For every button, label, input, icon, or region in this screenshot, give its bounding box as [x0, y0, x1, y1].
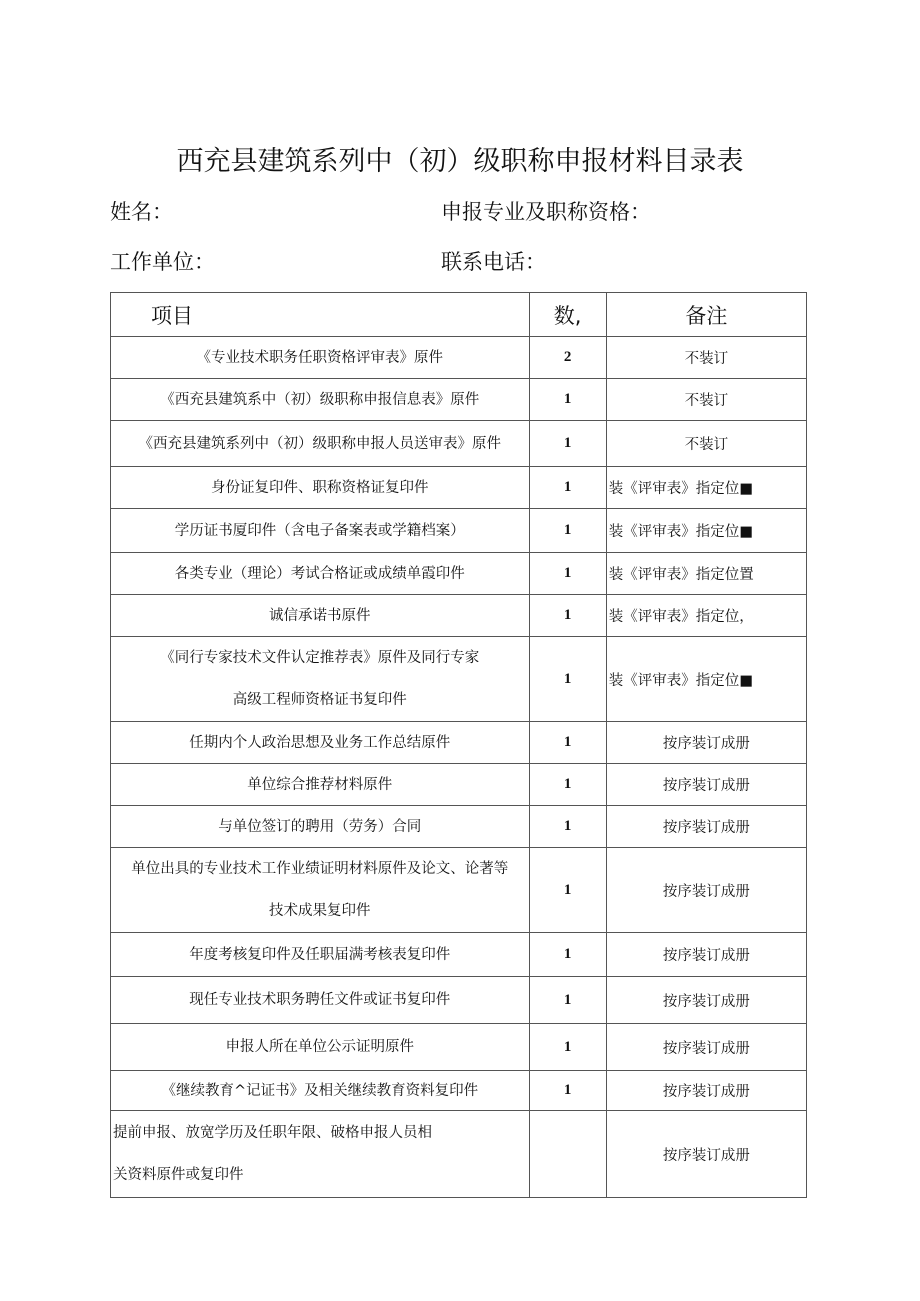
table-row: [111, 553, 807, 595]
remarks-cell: 按序装订成册: [606, 933, 806, 977]
remarks-cell: 按序装订成册: [606, 764, 806, 806]
quantity-cell: [529, 1111, 606, 1198]
remarks-cell: 按序装订成册: [606, 977, 806, 1024]
item-cell: [111, 1024, 530, 1071]
item-text: 各类专业（理论）考试合格证或成绩单霞印件: [174, 565, 465, 582]
quantity-cell: 1: [529, 848, 606, 933]
table-header-row: [111, 293, 807, 337]
quantity-cell: 1: [529, 977, 606, 1024]
remarks-cell: 按序装订成册: [606, 848, 806, 933]
materials-table: [110, 292, 807, 1198]
remarks-cell: 装《评审表》指定位■: [606, 509, 806, 553]
table-row: [111, 595, 807, 637]
item-text: 年度考核复印件及任职届满考核表复印件: [189, 946, 451, 963]
remarks-cell: 按序装订成册: [606, 806, 806, 848]
table-row: [111, 933, 807, 977]
remarks-cell: 装《评审表》指定位，: [606, 595, 806, 637]
item-cell: [111, 337, 530, 379]
item-cell: [111, 421, 530, 467]
item-cell: [111, 848, 530, 933]
table-row: [111, 509, 807, 553]
table-row: [111, 764, 807, 806]
remarks-cell: 不装订: [606, 379, 806, 421]
header-item: 项目: [111, 293, 530, 337]
table-row: [111, 1111, 807, 1198]
item-cell: [111, 933, 530, 977]
table-row: [111, 467, 807, 509]
item-cell: [111, 806, 530, 848]
item-text: 《专业技术职务任职资格评审表》原件: [196, 349, 444, 366]
item-text: 诚信承诺书原件: [269, 607, 371, 624]
quantity-cell: 1: [529, 595, 606, 637]
header-remarks: 备注: [606, 293, 806, 337]
item-cell: [111, 1071, 530, 1111]
remarks-cell: 按序装订成册: [606, 1024, 806, 1071]
header-quantity: 数,: [529, 293, 606, 337]
table-row: [111, 1071, 807, 1111]
quantity-cell: 1: [529, 806, 606, 848]
item-text: 学历证书厦印件（含电子备案表或学籍档案）: [174, 522, 465, 539]
major-qualification-label: 申报专业及职称资格：: [441, 200, 651, 224]
remarks-cell: 不装订: [606, 337, 806, 379]
item-text: 单位出具的专业技术工作业绩证明材料原件及论文、论著等: [131, 861, 509, 877]
item-text: 申报人所在单位公示证明原件: [225, 1039, 415, 1055]
quantity-cell: 1: [529, 467, 606, 509]
name-label: 姓名：: [110, 200, 173, 224]
quantity-cell: 1: [529, 933, 606, 977]
quantity-cell: 1: [529, 379, 606, 421]
quantity-cell: 1: [529, 1024, 606, 1071]
item-cell: [111, 467, 530, 509]
item-cell: [111, 977, 530, 1024]
item-cell: [111, 1111, 530, 1198]
item-cell: [111, 553, 530, 595]
item-cell: [111, 595, 530, 637]
quantity-cell: 1: [529, 637, 606, 722]
quantity-cell: 2: [529, 337, 606, 379]
table-row: [111, 379, 807, 421]
page-title: 西充县建筑系列中（初）级职称申报材料目录表: [176, 146, 744, 177]
remarks-cell: 不装订: [606, 421, 806, 467]
table-row: [111, 848, 807, 933]
quantity-cell: 1: [529, 509, 606, 553]
table-row: [111, 1024, 807, 1071]
table-row: [111, 421, 807, 467]
phone-label: 联系电话：: [441, 250, 546, 274]
item-cell: [111, 379, 530, 421]
item-cell: [111, 722, 530, 764]
item-text: 《继续教育^记证书》及相关继续教育资料复印件: [161, 1082, 479, 1099]
remarks-cell: 按序装订成册: [606, 1071, 806, 1111]
item-text: 关资料原件或复印件: [113, 1167, 244, 1183]
item-cell: [111, 764, 530, 806]
item-text: 技术成果复印件: [269, 903, 371, 919]
quantity-cell: 1: [529, 421, 606, 467]
remarks-cell: 装《评审表》指定位■: [606, 637, 806, 722]
item-text: 《同行专家技术文件认定推荐表》原件及同行专家: [160, 650, 480, 666]
item-text: 提前申报、放宽学历及任职年限、破格申报人员相: [113, 1125, 432, 1141]
item-text: 现任专业技术职务聘任文件或证书复印件: [189, 992, 451, 1008]
quantity-cell: 1: [529, 722, 606, 764]
remarks-cell: 装《评审表》指定位■: [606, 467, 806, 509]
item-text: 与单位签订的聘用（劳务）合同: [218, 818, 422, 835]
item-text: 任期内个人政治思想及业务工作总结原件: [189, 734, 451, 751]
quantity-cell: 1: [529, 553, 606, 595]
table-row: [111, 977, 807, 1024]
remarks-cell: 按序装订成册: [606, 722, 806, 764]
table-row: [111, 722, 807, 764]
table-row: [111, 337, 807, 379]
item-text: 《西充县建筑系列中（初）级职称申报人员送审表》原件: [138, 435, 502, 452]
table-row: [111, 806, 807, 848]
item-text: 高级工程师资格证书复印件: [232, 692, 407, 708]
quantity-cell: 1: [529, 764, 606, 806]
work-unit-label: 工作单位：: [110, 250, 215, 274]
item-text: 身份证复印件、职称资格证复印件: [211, 479, 429, 496]
table-row: [111, 637, 807, 722]
quantity-cell: 1: [529, 1071, 606, 1111]
remarks-cell: 按序装订成册: [606, 1111, 806, 1198]
item-cell: [111, 637, 530, 722]
remarks-cell: 装《评审表》指定位置: [606, 553, 806, 595]
item-cell: [111, 509, 530, 553]
item-text: 单位综合推荐材料原件: [247, 776, 393, 793]
item-text: 《西充县建筑系中（初）级职称申报信息表》原件: [160, 391, 480, 408]
